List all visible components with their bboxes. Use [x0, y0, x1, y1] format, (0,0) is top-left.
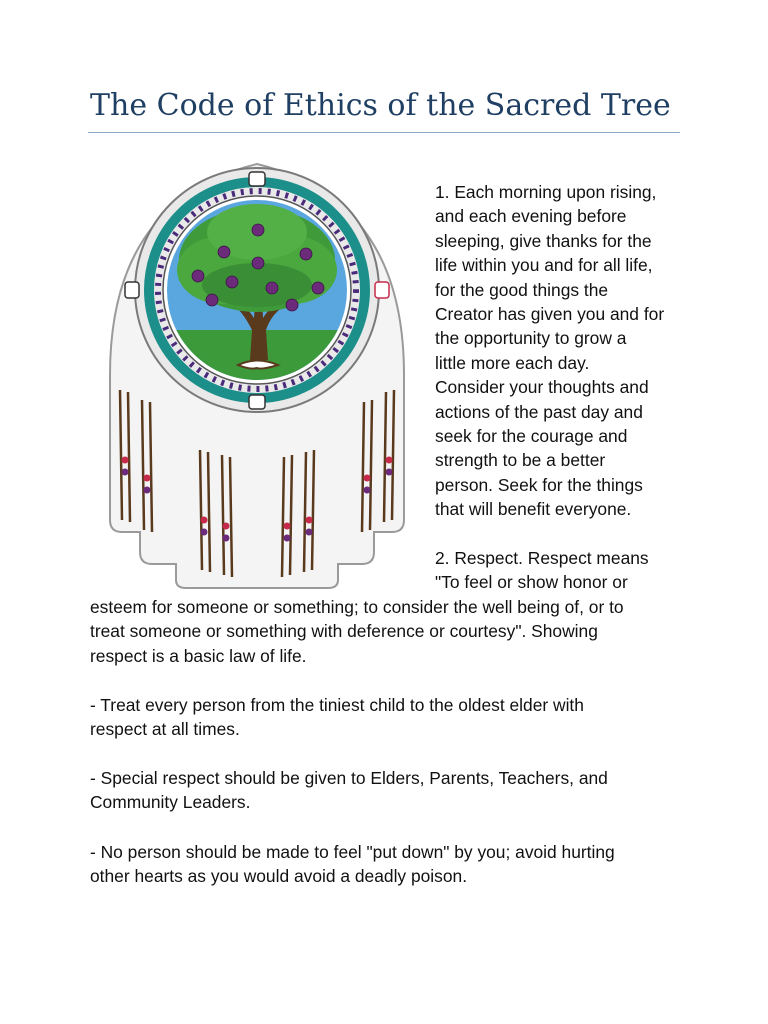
paragraph-2-line: treat someone or something with deference or courtesy". Showing [90, 621, 598, 642]
paragraph-1-line: and each evening before [435, 206, 627, 227]
paragraph-1-line: Consider your thoughts and [435, 377, 649, 398]
bullet-3-line: other hearts as you would avoid a deadly poison. [90, 866, 468, 887]
paragraph-2-line: respect is a basic law of life. [90, 645, 307, 666]
bullet-2-line: - Special respect should be given to Elders, Parents, Teachers, and [90, 768, 608, 788]
paragraph-2-line: 2. Respect. Respect means [435, 548, 649, 568]
paragraph-2-start [435, 546, 691, 595]
bullet-3 [90, 840, 690, 889]
paragraph-2-line: "To feel or show honor or [435, 572, 628, 593]
paragraph-1-line: little more each day. [435, 352, 590, 373]
bullet-3-line: - No person should be made to feel "put down" by you; avoid hurting [90, 842, 615, 862]
document-title: The Code of Ethics of the Sacred Tree [90, 88, 671, 123]
bullet-1-line: respect at all times. [90, 719, 240, 740]
bullet-2-line: Community Leaders. [90, 792, 251, 813]
paragraph-1-line: actions of the past day and [435, 401, 643, 422]
sacred-tree-emblem [92, 160, 422, 590]
bullet-1 [90, 693, 690, 742]
paragraph-1-line: that will benefit everyone. [435, 499, 632, 520]
paragraph-2-line: esteem for someone or something; to consider the well being of, or to [90, 597, 624, 617]
paragraph-1-line: the opportunity to grow a [435, 328, 627, 349]
bullet-1-line: - Treat every person from the tiniest child to the oldest elder with [90, 695, 584, 715]
paragraph-1 [435, 180, 691, 522]
paragraph-1-line: Creator has given you and for [435, 304, 665, 325]
paragraph-1-line: for the good things the [435, 279, 609, 300]
paragraph-1-line: sleeping, give thanks for the [435, 230, 652, 251]
paragraph-1-line: person. Seek for the things [435, 474, 643, 495]
paragraph-2-continued [90, 595, 690, 668]
paragraph-1-line: life within you and for all life, [435, 255, 653, 276]
title-divider [88, 132, 680, 133]
bullet-2 [90, 766, 690, 815]
paragraph-1-line: seek for the courage and [435, 426, 628, 447]
paragraph-1-line: strength to be a better [435, 450, 606, 471]
paragraph-1-line: 1. Each morning upon rising, [435, 182, 657, 202]
